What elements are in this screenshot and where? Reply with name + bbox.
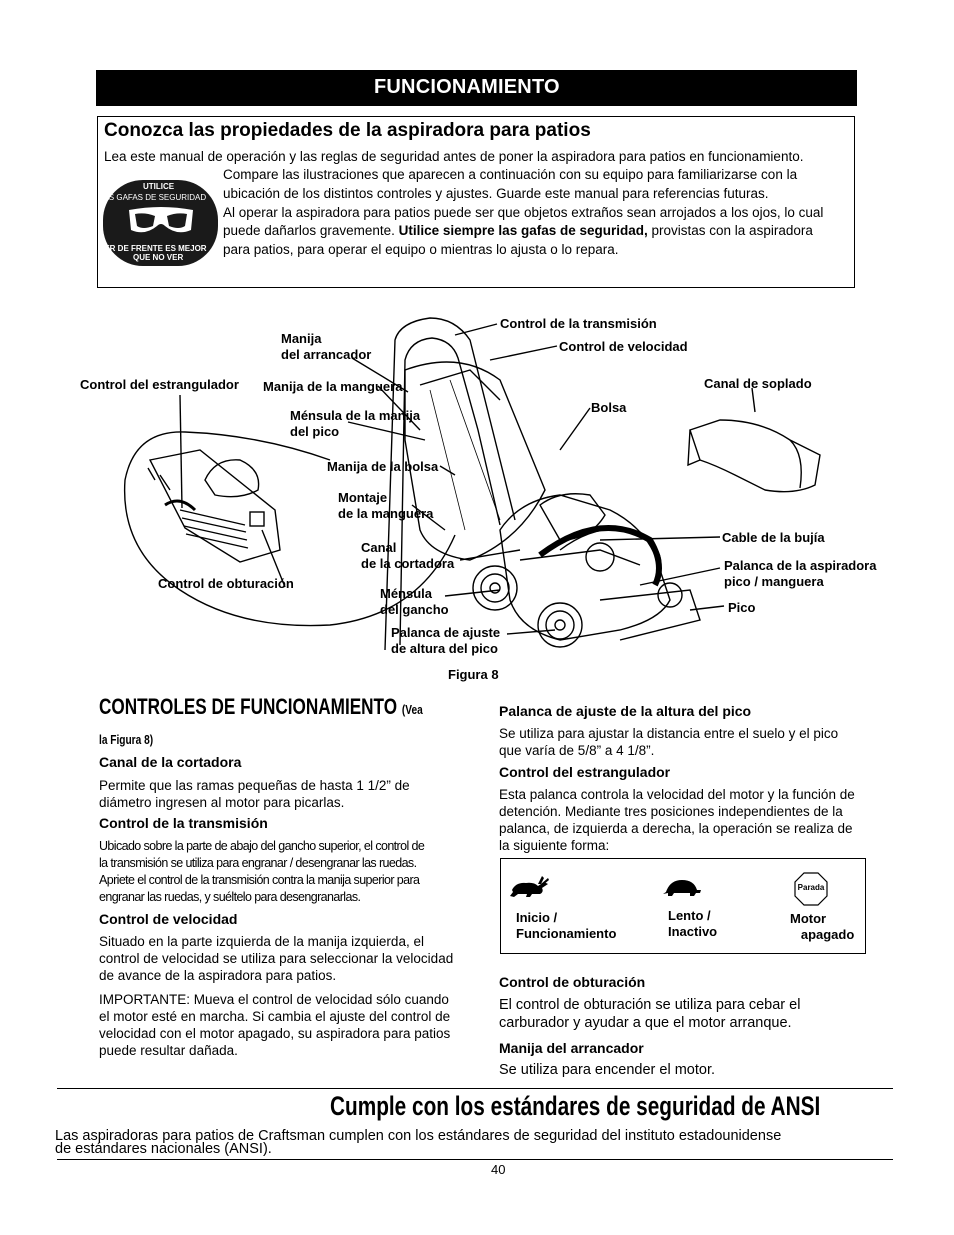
stop-sign-label: Parada bbox=[797, 883, 825, 892]
rabbit-icon bbox=[508, 876, 550, 898]
controls-title-ref-b: la Figura 8) bbox=[99, 732, 154, 747]
ansi-title: Cumple con los estándares de seguridad de ANSI bbox=[330, 1091, 821, 1121]
est-text-4: la siguiente forma: bbox=[499, 838, 610, 853]
heading-canal-cortadora: Canal de la cortadora bbox=[99, 754, 242, 770]
heading-palanca-altura: Palanca de ajuste de la altura del pico bbox=[499, 703, 752, 719]
badge-bottom-text-1: VER DE FRENTE ES MEJOR bbox=[99, 244, 207, 253]
label-control-velocidad: Control de velocidad bbox=[559, 339, 688, 354]
label-manija-manguera: Manija de la manguera bbox=[263, 379, 403, 394]
badge-bottom-text-2: QUE NO VER bbox=[133, 253, 184, 262]
est-text-3: palanca, de izquierda a derecha, la operación se realiza de bbox=[499, 821, 853, 836]
pal-text-2: que varía de 5/8” a 4 1/8”. bbox=[499, 743, 655, 758]
safety-glasses-badge bbox=[99, 180, 218, 266]
label-mensula-gancho: Ménsula del gancho bbox=[380, 586, 449, 617]
intro-line-2: Compare las ilustraciones que aparecen a continuación con su equipo para familiarizarse con la bbox=[223, 167, 798, 182]
canal-text-1: Permite que las ramas pequeñas de hasta 1 1/2” de bbox=[99, 778, 410, 793]
divider-bottom bbox=[57, 1159, 893, 1160]
obt-text-1: El control de obturación se utiliza para cebar el bbox=[499, 997, 801, 1013]
trans-text-3: Apriete el control de la transmisión contra la manija superior para bbox=[99, 873, 420, 887]
label-canal-soplado: Canal de soplado bbox=[704, 376, 812, 391]
intro-line-6: para patios, para operar el equipo o mientras lo ajusta o lo repara. bbox=[223, 242, 619, 257]
heading-manija-arrancador: Manija del arrancador bbox=[499, 1040, 644, 1056]
label-palanca-altura: Palanca de ajuste de altura del pico bbox=[391, 625, 501, 656]
label-canal-cortadora: Canal de la cortadora bbox=[361, 540, 455, 571]
throttle-apagado-label: Motor apagado bbox=[790, 911, 855, 942]
section-header bbox=[96, 70, 857, 106]
ansi-text-2: de estándares nacionales (ANSI). bbox=[55, 1141, 272, 1157]
est-text-1: Esta palanca controla la velocidad del motor y la función de bbox=[499, 787, 855, 802]
label-pico: Pico bbox=[728, 600, 756, 615]
trans-text-4: engranar las ruedas, y suéltelo para desengranarlas. bbox=[99, 890, 361, 904]
label-control-transmision: Control de la transmisión bbox=[500, 316, 657, 331]
controls-title-text: CONTROLES DE FUNCIONAMIENTO bbox=[99, 694, 398, 719]
intro-line-1: Lea este manual de operación y las reglas de seguridad antes de poner la aspiradora para patios en funcionamiento. bbox=[104, 149, 804, 164]
divider-top bbox=[57, 1088, 893, 1089]
heading-control-velocidad: Control de velocidad bbox=[99, 911, 238, 927]
imp-text-2: el motor esté en marcha. Si cambia el ajuste del control de bbox=[99, 1009, 451, 1024]
label-manija-arrancador: Manija del arrancador bbox=[281, 331, 372, 362]
vel-text-2: control de velocidad se utiliza para seleccionar la velocidad bbox=[99, 951, 454, 966]
badge-top-text: UTILICE bbox=[143, 182, 175, 191]
vel-text-3: de avance de la aspiradora para patios. bbox=[99, 968, 337, 983]
throttle-lento-label: Lento / Inactivo bbox=[668, 908, 718, 939]
imp-text-3: velocidad con el motor apagado, su aspiradora para patios bbox=[99, 1026, 451, 1041]
intro-line-5 bbox=[223, 222, 813, 241]
imp-text-1: IMPORTANTE: Mueva el control de velocidad sólo cuando bbox=[99, 992, 449, 1007]
vel-text-1: Situado en la parte izquierda de la manija izquierda, el bbox=[99, 934, 424, 949]
ansi-text-1: Las aspiradoras para patios de Craftsman cumplen con los estándares de seguridad del instituto estadounidense bbox=[55, 1128, 782, 1144]
trans-text-1: Ubicado sobre la parte de abajo del gancho superior, el control de bbox=[99, 839, 425, 853]
label-montaje-manguera: Montaje de la manguera bbox=[338, 490, 434, 521]
turtle-icon bbox=[660, 878, 702, 898]
label-cable-bujia: Cable de la bujía bbox=[722, 530, 825, 545]
label-control-estrangulador: Control del estrangulador bbox=[80, 377, 239, 392]
page-number: 40 bbox=[491, 1162, 506, 1177]
trans-text-2: la transmisión se utiliza para engranar / desengranar las ruedas. bbox=[99, 856, 417, 870]
controls-title-ref-a: (Vea bbox=[401, 702, 423, 717]
pal-text-1: Se utiliza para ajustar la distancia entre el suelo y el pico bbox=[499, 726, 839, 741]
intro-line-5-c: provistas con la aspiradora bbox=[651, 223, 813, 238]
label-manija-bolsa: Manija de la bolsa bbox=[327, 459, 439, 474]
yard-vacuum-illustration bbox=[0, 300, 954, 680]
intro-line-4: Al operar la aspiradora para patios puede ser que objetos extraños sean arrojados a los ojos, lo cual bbox=[223, 205, 824, 220]
imp-text-4: puede resultar dañada. bbox=[99, 1043, 238, 1058]
intro-title: Conozca las propiedades de la aspiradora para patios bbox=[104, 120, 591, 141]
section-title: FUNCIONAMIENTO bbox=[374, 76, 560, 98]
intro-line-3: ubicación de los distintos controles y ajustes. Guarde este manual para referencias futuras. bbox=[223, 186, 769, 201]
heading-control-estrangulador: Control del estrangulador bbox=[499, 764, 671, 780]
est-text-2: detención. Mediante tres posiciones independientes de la bbox=[499, 804, 843, 819]
goggles-icon bbox=[125, 204, 197, 238]
label-control-obturacion: Control de obturación bbox=[158, 576, 294, 591]
intro-line-5-bold: Utilice siempre las gafas de seguridad, bbox=[398, 223, 648, 238]
obt-text-2: carburador y ayudar a que el motor arranque. bbox=[499, 1015, 792, 1031]
canal-text-2: diámetro ingresen al motor para picarlas. bbox=[99, 795, 345, 810]
controls-title bbox=[99, 694, 423, 720]
figure-caption: Figura 8 bbox=[448, 667, 499, 682]
badge-mid-text: LAS GAFAS DE SEGURIDAD bbox=[99, 193, 207, 202]
heading-control-obturacion: Control de obturación bbox=[499, 974, 646, 990]
label-bolsa: Bolsa bbox=[591, 400, 627, 415]
throttle-inicio-label: Inicio / Funcionamiento bbox=[516, 910, 617, 941]
arr-text-1: Se utiliza para encender el motor. bbox=[499, 1062, 716, 1078]
label-mensula-manija-pico: Ménsula de la manija del pico bbox=[290, 408, 421, 439]
heading-control-transmision: Control de la transmisión bbox=[99, 815, 268, 831]
label-palanca-aspiradora: Palanca de la aspiradora pico / manguera bbox=[724, 558, 877, 589]
intro-line-5-a: puede dañarlos gravemente. bbox=[223, 223, 395, 238]
